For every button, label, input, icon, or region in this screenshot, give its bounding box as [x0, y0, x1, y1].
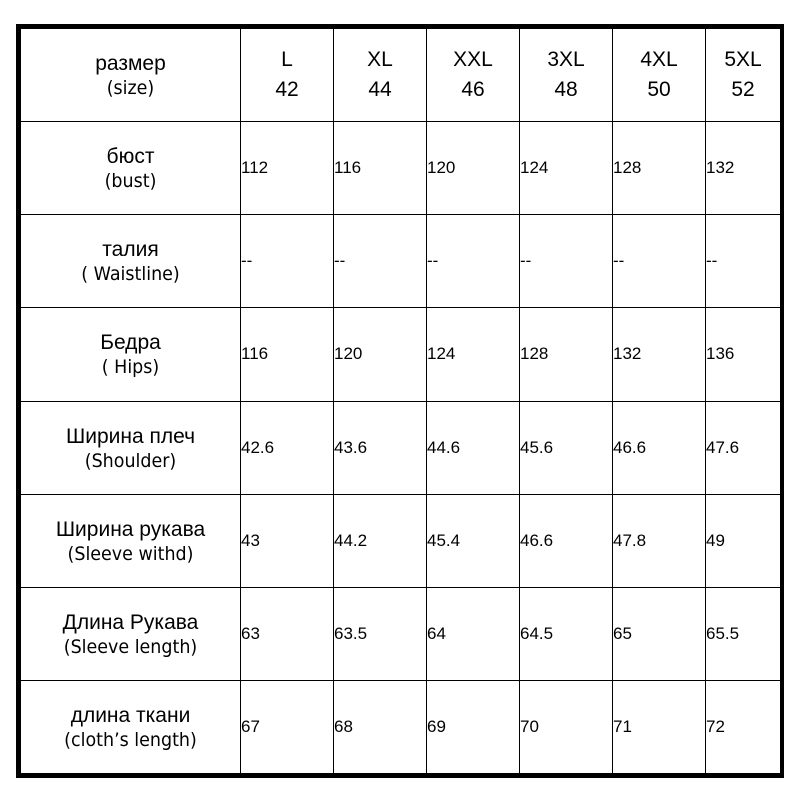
measurement-label-ru: Ширина плеч	[65, 424, 196, 448]
size-chart-table	[20, 28, 781, 774]
measurement-value: 136	[706, 308, 781, 401]
measurement-label-cell	[21, 215, 241, 308]
measurement-row	[21, 308, 781, 401]
measurement-value: 70	[520, 680, 613, 773]
size-number: 48	[554, 78, 578, 102]
measurement-value: 132	[706, 122, 781, 215]
size-header-cell	[241, 29, 334, 122]
measurement-label-cell	[21, 494, 241, 587]
measurement-value: 42.6	[241, 401, 334, 494]
size-name: XXL	[453, 48, 493, 72]
size-header-cell	[613, 29, 706, 122]
measurement-label-ru: длина ткани	[70, 703, 191, 727]
measurement-label-en: ( Waistline)	[81, 263, 180, 286]
measurement-label-en: (Shoulder)	[84, 449, 177, 472]
measurement-value: 132	[613, 308, 706, 401]
size-chart-body	[21, 29, 781, 774]
measurement-label-cell	[21, 680, 241, 773]
measurement-label-en: ( Hips)	[101, 356, 160, 379]
measurement-row	[21, 215, 781, 308]
measurement-label-en: (cloth’s length)	[64, 728, 197, 751]
measurement-value: 120	[334, 308, 427, 401]
measurement-label-ru: Ширина рукава	[55, 517, 206, 541]
size-header-cell	[706, 29, 781, 122]
measurement-value: 65.5	[706, 587, 781, 680]
measurement-row	[21, 122, 781, 215]
measurement-value: --	[241, 215, 334, 308]
measurement-value: --	[706, 215, 781, 308]
measurement-value: 124	[427, 308, 520, 401]
size-number: 52	[731, 78, 755, 102]
measurement-value: 116	[241, 308, 334, 401]
measurement-value: --	[520, 215, 613, 308]
measurement-label-cell	[21, 308, 241, 401]
measurement-value: 49	[706, 494, 781, 587]
measurement-label-cell	[21, 122, 241, 215]
measurement-value: 45.6	[520, 401, 613, 494]
measurement-value: 63.5	[334, 587, 427, 680]
measurement-label-en: (Sleeve length)	[63, 635, 198, 658]
size-name: 3XL	[547, 48, 585, 72]
measurement-value: 46.6	[613, 401, 706, 494]
measurement-row	[21, 587, 781, 680]
measurement-label-cell	[21, 401, 241, 494]
measurement-value: 44.2	[334, 494, 427, 587]
measurement-label-ru: бюст	[106, 145, 155, 169]
size-chart-frame	[16, 24, 784, 778]
measurement-label-en: (Sleeve withd)	[67, 542, 194, 565]
measurement-value: 120	[427, 122, 520, 215]
measurement-value: --	[334, 215, 427, 308]
measurement-label-ru: талия	[102, 238, 159, 262]
measurement-value: 72	[706, 680, 781, 773]
size-number: 42	[275, 78, 299, 102]
header-label-en: (size)	[106, 77, 155, 100]
size-header-cell	[427, 29, 520, 122]
measurement-value: 45.4	[427, 494, 520, 587]
measurement-value: 47.8	[613, 494, 706, 587]
measurement-value: 64.5	[520, 587, 613, 680]
measurement-value: 47.6	[706, 401, 781, 494]
measurement-label-ru: Длина Рукава	[62, 610, 199, 634]
size-name: XL	[367, 48, 393, 72]
size-name: 4XL	[640, 48, 678, 72]
measurement-value: 124	[520, 122, 613, 215]
measurement-value: 43.6	[334, 401, 427, 494]
measurement-value: 63	[241, 587, 334, 680]
measurement-value: 44.6	[427, 401, 520, 494]
measurement-value: 43	[241, 494, 334, 587]
size-name: 5XL	[724, 48, 762, 72]
size-header-cell	[334, 29, 427, 122]
size-number: 50	[647, 78, 671, 102]
measurement-label-cell	[21, 587, 241, 680]
size-header-cell	[520, 29, 613, 122]
measurement-value: 64	[427, 587, 520, 680]
size-number: 44	[368, 78, 392, 102]
measurement-label-ru: Бедра	[100, 331, 161, 355]
measurement-value: 68	[334, 680, 427, 773]
measurement-value: 65	[613, 587, 706, 680]
header-label-ru: размер	[95, 52, 166, 76]
measurement-value: 69	[427, 680, 520, 773]
measurement-row	[21, 401, 781, 494]
measurement-value: 116	[334, 122, 427, 215]
measurement-row	[21, 494, 781, 587]
header-label-cell	[21, 29, 241, 122]
size-number: 46	[461, 78, 485, 102]
measurement-value: --	[613, 215, 706, 308]
size-name: L	[281, 48, 293, 72]
measurement-value: 128	[520, 308, 613, 401]
measurement-value: 46.6	[520, 494, 613, 587]
measurement-value: 112	[241, 122, 334, 215]
measurement-value: 128	[613, 122, 706, 215]
measurement-value: --	[427, 215, 520, 308]
measurement-row	[21, 680, 781, 773]
header-row	[21, 29, 781, 122]
measurement-value: 67	[241, 680, 334, 773]
measurement-label-en: (bust)	[104, 170, 157, 193]
measurement-value: 71	[613, 680, 706, 773]
